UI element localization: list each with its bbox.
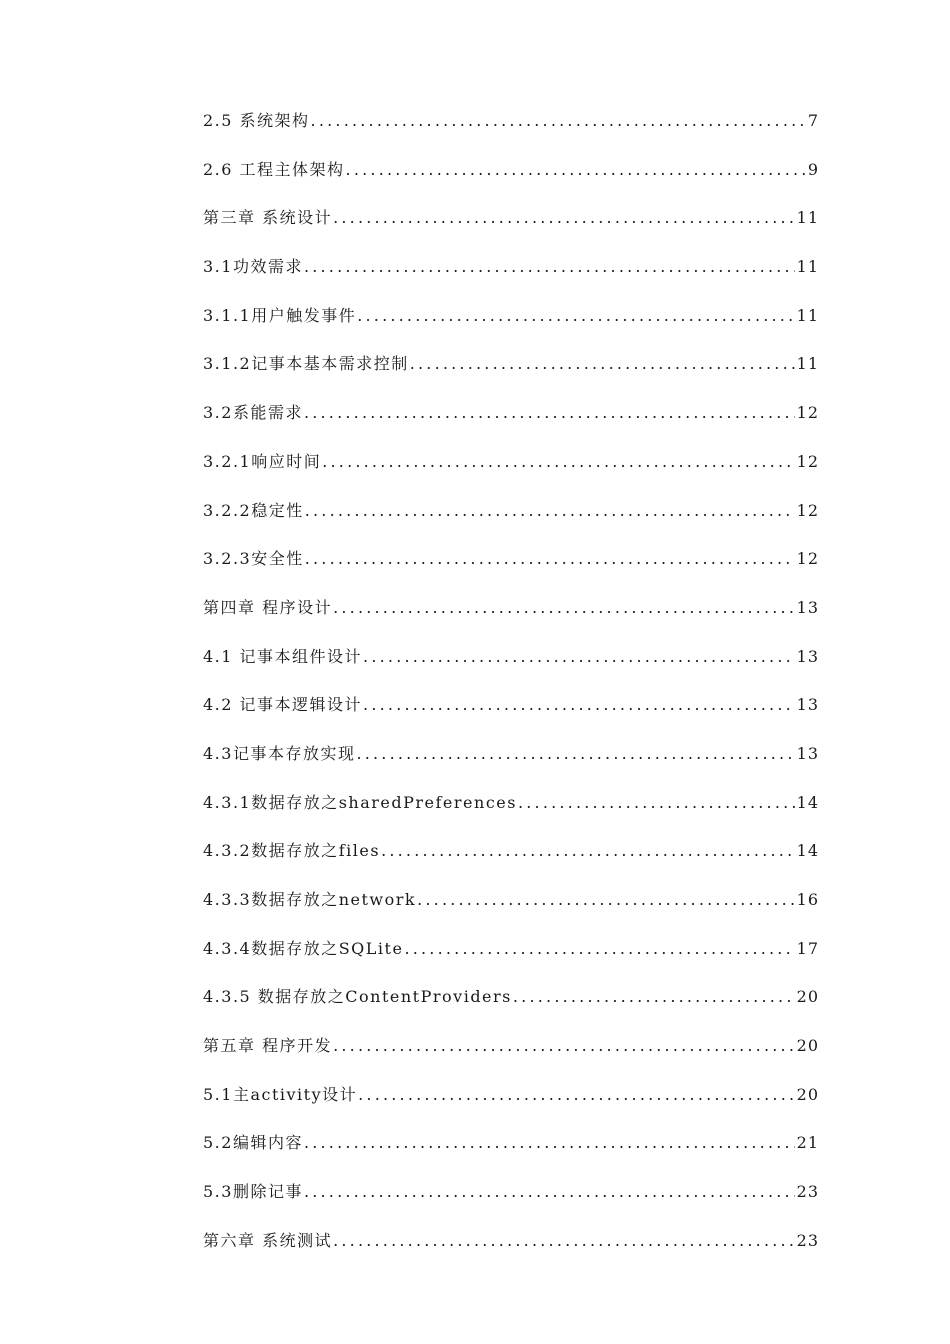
- toc-entry[interactable]: [203, 157, 819, 206]
- toc-entry-title: 3.2.3安全性: [203, 549, 304, 569]
- toc-entry-page: 16: [796, 890, 819, 909]
- toc-entry-page: 13: [796, 646, 819, 666]
- toc-dot-leader: [513, 987, 795, 1006]
- toc-entry-page: 13: [796, 743, 819, 763]
- toc-dot-leader: [346, 160, 806, 179]
- toc-entry-page: 17: [796, 938, 819, 958]
- toc-dot-leader: [333, 598, 795, 617]
- toc-entry-page: 20: [796, 1084, 819, 1104]
- toc-entry-title: 4.3.4数据存放之SQLite: [203, 938, 404, 958]
- toc-entry[interactable]: [203, 790, 819, 839]
- toc-entry[interactable]: [203, 741, 819, 790]
- toc-entry-title: 4.3.1数据存放之sharedPreferences: [203, 792, 517, 812]
- toc-entry[interactable]: [203, 1228, 819, 1277]
- toc-entry-title: 4.3.2数据存放之files: [203, 841, 381, 861]
- toc-entry[interactable]: [203, 449, 819, 498]
- toc-entry-page: 11: [796, 208, 819, 228]
- toc-entry[interactable]: [203, 303, 819, 352]
- toc-entry-page: 11: [796, 257, 819, 277]
- toc-entry-title: 2.5 系统架构: [203, 111, 310, 130]
- toc-entry-page: 12: [796, 500, 819, 520]
- toc-entry-page: 23: [796, 1182, 819, 1202]
- toc-entry-page: 20: [796, 987, 819, 1007]
- toc-dot-leader: [304, 1182, 795, 1201]
- toc-dot-leader: [304, 403, 795, 422]
- toc-entry-title: 第五章 程序开发: [203, 1036, 333, 1056]
- toc-dot-leader: [363, 647, 795, 666]
- toc-entry-page: 20: [796, 1036, 819, 1056]
- toc-entry[interactable]: [203, 984, 819, 1033]
- toc-entry[interactable]: [203, 108, 819, 157]
- toc-dot-leader: [333, 208, 795, 227]
- toc-dot-leader: [358, 1085, 795, 1104]
- toc-entry[interactable]: [203, 205, 819, 254]
- toc-entry-page: 12: [796, 403, 819, 423]
- toc-entry-page: 14: [796, 792, 819, 812]
- table-of-contents: [203, 108, 819, 1277]
- toc-dot-leader: [518, 793, 795, 812]
- toc-entry-page: 13: [796, 695, 819, 715]
- toc-entry[interactable]: [203, 838, 819, 887]
- toc-dot-leader: [304, 257, 795, 276]
- toc-entry-title: 3.2系能需求: [203, 403, 303, 423]
- toc-entry[interactable]: [203, 936, 819, 985]
- toc-entry-page: 9: [807, 159, 819, 179]
- toc-dot-leader: [410, 354, 795, 373]
- toc-entry[interactable]: [203, 1130, 819, 1179]
- toc-entry-title: 第四章 程序设计: [203, 597, 333, 617]
- toc-entry-title: 3.2.2稳定性: [203, 500, 304, 520]
- toc-entry-title: 第三章 系统设计: [203, 208, 333, 228]
- toc-entry[interactable]: [203, 1082, 819, 1131]
- toc-dot-leader: [404, 939, 794, 958]
- toc-entry-page: 12: [796, 549, 819, 569]
- toc-entry[interactable]: [203, 351, 819, 400]
- toc-entry[interactable]: [203, 400, 819, 449]
- toc-entry-page: 14: [796, 841, 819, 861]
- toc-dot-leader: [305, 549, 795, 568]
- toc-entry[interactable]: [203, 254, 819, 303]
- toc-entry-page: 21: [796, 1133, 819, 1153]
- toc-dot-leader: [322, 452, 794, 471]
- toc-entry-title: 3.2.1响应时间: [203, 451, 322, 471]
- toc-dot-leader: [333, 1231, 795, 1250]
- toc-dot-leader: [356, 744, 794, 763]
- toc-dot-leader: [363, 695, 795, 714]
- toc-dot-leader: [357, 306, 794, 325]
- toc-entry[interactable]: [203, 546, 819, 595]
- toc-entry-title: 4.3.3数据存放之network: [203, 890, 417, 909]
- toc-entry[interactable]: [203, 595, 819, 644]
- toc-dot-leader: [417, 890, 795, 909]
- toc-dot-leader: [333, 1036, 795, 1055]
- toc-entry[interactable]: [203, 498, 819, 547]
- toc-dot-leader: [304, 1133, 795, 1152]
- toc-entry-page: 23: [796, 1230, 819, 1250]
- toc-entry-title: 4.2 记事本逻辑设计: [203, 695, 363, 715]
- toc-entry-title: 5.1主activity设计: [203, 1084, 358, 1104]
- toc-entry-page: 7: [807, 111, 819, 130]
- toc-entry-page: 13: [796, 597, 819, 617]
- toc-dot-leader: [381, 841, 795, 860]
- toc-entry-title: 3.1功效需求: [203, 257, 303, 277]
- toc-entry-title: 4.3.5 数据存放之ContentProviders: [203, 987, 512, 1007]
- toc-entry[interactable]: [203, 1033, 819, 1082]
- toc-entry-title: 3.1.1用户触发事件: [203, 305, 357, 325]
- toc-entry-title: 5.3删除记事: [203, 1182, 303, 1202]
- toc-entry-title: 4.3记事本存放实现: [203, 743, 356, 763]
- toc-entry-page: 12: [796, 451, 819, 471]
- toc-entry[interactable]: [203, 644, 819, 693]
- toc-entry-page: 11: [796, 354, 819, 374]
- toc-entry[interactable]: [203, 1179, 819, 1228]
- toc-entry-title: 2.6 工程主体架构: [203, 159, 345, 179]
- toc-dot-leader: [311, 111, 806, 130]
- toc-entry[interactable]: [203, 887, 819, 936]
- toc-dot-leader: [305, 501, 795, 520]
- toc-entry-title: 5.2编辑内容: [203, 1133, 303, 1153]
- toc-entry[interactable]: [203, 692, 819, 741]
- toc-entry-title: 3.1.2记事本基本需求控制: [203, 354, 409, 374]
- toc-entry-title: 第六章 系统测试: [203, 1230, 333, 1250]
- toc-entry-page: 11: [796, 305, 819, 325]
- toc-entry-title: 4.1 记事本组件设计: [203, 646, 363, 666]
